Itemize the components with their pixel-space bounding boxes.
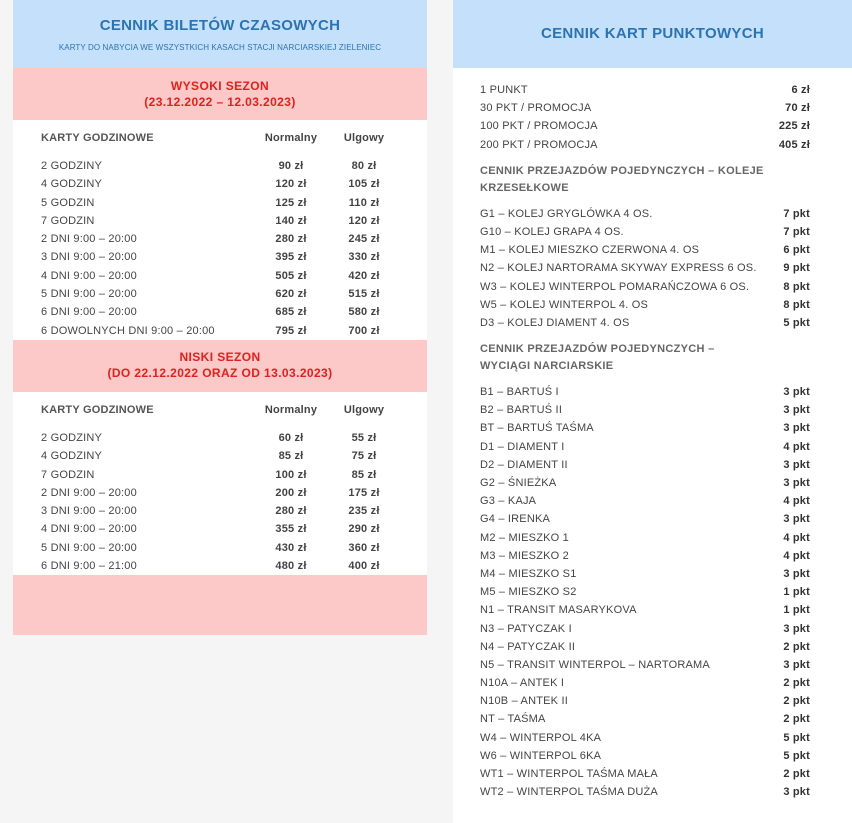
table-row [13,466,427,484]
item-value: 3 pkt [783,458,810,471]
item-value: 4 pkt [783,495,810,508]
price-reduced: 580 zł [348,306,380,319]
list-item [480,783,810,801]
list-item [480,529,810,547]
price-normal: 355 zł [275,523,307,536]
item-label: N3 – PATYCZAK I [480,622,572,635]
chairlifts-title-line1: CENNIK PRZEJAZDÓW POJEDYNCZYCH – KOLEJE [480,164,764,177]
price-reduced: 245 zł [348,233,380,246]
ticket-name: 4 DNI 9:00 – 20:00 [41,523,137,536]
item-label: N5 – TRANSIT WINTERPOL – NARTORAMA [480,658,710,671]
list-item [480,710,810,728]
list-item [480,117,810,135]
high-season-table [13,120,427,340]
skilifts-list [480,383,810,801]
price-normal: 620 zł [275,288,307,301]
item-value: 2 pkt [783,768,810,780]
item-value: 7 pkt [783,207,810,220]
item-value: 405 zł [778,138,810,151]
point-cards-list [480,81,810,154]
item-value: 6 zł [791,84,810,96]
skilifts-title-line2: WYCIĄGI NARCIARSKIE [480,360,614,373]
ticket-name: 6 DOWOLNYCH DNI 9:00 – 20:00 [41,324,215,337]
item-value: 4 pkt [783,549,810,562]
table-row [13,303,427,321]
ticket-name: 5 GODZIN [41,196,95,209]
price-reduced: 290 zł [348,523,380,536]
item-value: 3 pkt [783,513,810,526]
price-normal: 280 zł [275,233,307,246]
timed-tickets-header [13,0,427,68]
table-row [13,267,427,285]
price-reduced: 75 zł [351,450,377,463]
list-item [480,583,810,601]
item-label: M1 – KOLEJ MIESZKO CZERWONA 4. OS [480,244,700,257]
timed-tickets-subtitle: KARTY DO NABYCIA WE WSZYSTKICH KASACH STACJI NARCIARSKIEJ ZIELENIEC [58,43,382,52]
ticket-name: 5 DNI 9:00 – 20:00 [41,541,137,554]
ticket-name: 5 DNI 9:00 – 20:00 [41,288,137,301]
chairlifts-section-title [480,163,810,197]
item-value: 5 pkt [783,749,810,762]
low-season-dates: (DO 22.12.2022 ORAZ OD 13.03.2023) [107,365,333,380]
item-label: M2 – MIESZKO 1 [480,531,569,544]
table-row [13,175,427,193]
table-row [13,447,427,465]
ticket-name: 6 DNI 9:00 – 20:00 [41,306,137,319]
list-item [480,278,810,296]
footer-band [13,575,427,635]
item-value: 70 zł [785,102,810,115]
item-value: 8 pkt [783,280,810,293]
list-item [480,81,810,99]
item-label: M3 – MIESZKO 2 [480,549,569,562]
table-row [13,322,427,340]
point-cards-title: CENNIK KART PUNKTOWYCH [541,25,764,42]
table-row [13,539,427,557]
ticket-name: 4 GODZINY [41,450,103,463]
ticket-name: 2 GODZINY [41,431,103,444]
list-item [480,99,810,117]
list-item [480,674,810,692]
high-season-dates: (23.12.2022 – 12.03.2023) [144,95,296,109]
price-normal: 125 zł [275,196,307,209]
list-item [480,136,810,154]
list-item [480,510,810,528]
item-label: G3 – KAJA [480,495,537,508]
list-item [480,565,810,583]
item-label: N2 – KOLEJ NARTORAMA SKYWAY EXPRESS 6 OS. [480,262,757,275]
price-normal: 85 zł [278,450,304,463]
item-label: D3 – KOLEJ DIAMENT 4. OS [480,316,630,329]
list-item [480,547,810,565]
item-value: 3 pkt [783,786,810,799]
item-label: G2 – ŚNIEŻKA [480,477,557,489]
item-value: 7 pkt [783,225,810,238]
item-value: 3 pkt [783,422,810,435]
ticket-name: 7 GODZIN [41,468,95,481]
price-normal: 685 zł [275,306,307,319]
header-cell: Normalny [264,403,318,416]
item-value: 4 pkt [783,531,810,544]
item-value: 1 pkt [783,604,810,617]
list-item [480,241,810,259]
item-value: 8 pkt [783,298,810,311]
ticket-name: 2 DNI 9:00 – 20:00 [41,233,137,246]
price-reduced: 330 zł [348,251,380,264]
item-value: 6 pkt [783,244,810,257]
price-reduced: 120 zł [348,214,380,227]
item-value: 2 pkt [783,640,810,653]
table-row [13,520,427,538]
point-cards-header [453,0,852,68]
item-label: G4 – IRENKA [480,513,551,526]
table-row [13,212,427,230]
ticket-name: 4 GODZINY [41,178,103,191]
ticket-name: 3 DNI 9:00 – 20:00 [41,505,137,518]
item-value: 2 pkt [783,677,810,690]
list-item [480,620,810,638]
price-reduced: 420 zł [348,269,380,282]
item-label: M5 – MIESZKO S2 [480,586,577,599]
point-cards-panel [453,0,852,823]
price-reduced: 515 zł [348,288,380,301]
price-reduced: 110 zł [348,196,380,209]
item-label: D1 – DIAMENT I [480,440,565,453]
item-label: 100 PKT / PROMOCJA [480,120,598,133]
table-row [13,484,427,502]
price-normal: 395 zł [275,251,307,264]
item-label: NT – TAŚMA [480,713,546,726]
high-season-name: WYSOKI SEZON [170,79,270,93]
item-value: 3 pkt [783,622,810,635]
item-label: N4 – PATYCZAK II [480,640,576,653]
list-item [480,401,810,419]
table-row [13,157,427,175]
item-value: 3 pkt [783,477,810,489]
low-season-name: NISKI SEZON [179,349,261,364]
list-item [480,314,810,332]
item-label: 200 PKT / PROMOCJA [480,138,598,151]
list-item [480,419,810,437]
low-season-table [13,392,427,575]
low-season-banner [13,340,427,392]
item-label: G10 – KOLEJ GRAPA 4 OS. [480,225,624,238]
price-normal: 430 zł [275,541,307,554]
price-normal: 280 zł [275,505,307,518]
item-label: B1 – BARTUŚ I [480,386,559,399]
item-value: 3 pkt [783,404,810,417]
chairlifts-title-line2: KRZESEŁKOWE [480,181,569,194]
header-cell: KARTY GODZINOWE [41,132,154,144]
item-label: 30 PKT / PROMOCJA [480,102,592,115]
item-label: W4 – WINTERPOL 4KA [480,731,602,744]
item-value: 1 pkt [783,586,810,599]
price-normal: 60 zł [278,431,304,444]
skilifts-title-line1: CENNIK PRZEJAZDÓW POJEDYNCZYCH – [480,343,715,356]
price-normal: 90 zł [278,160,304,172]
item-label: N10B – ANTEK II [480,695,568,708]
item-label: D2 – DIAMENT II [480,458,568,471]
table-row [13,230,427,248]
table-row [13,557,427,575]
price-reduced: 55 zł [351,431,377,444]
timed-tickets-title: CENNIK BILETÓW CZASOWYCH [99,17,341,34]
item-value: 3 pkt [783,567,810,580]
price-normal: 795 zł [275,324,307,337]
price-reduced: 700 zł [348,324,380,337]
list-item [480,383,810,401]
table-row [13,502,427,520]
list-item [480,692,810,710]
item-label: WT1 – WINTERPOL TAŚMA MAŁA [480,768,658,780]
item-label: WT2 – WINTERPOL TAŚMA DUŻA [480,786,658,799]
ticket-name: 3 DNI 9:00 – 20:00 [41,251,137,264]
table-row [13,429,427,447]
item-value: 4 pkt [783,440,810,453]
list-item [480,765,810,783]
list-item [480,601,810,619]
item-label: N1 – TRANSIT MASARYKOVA [480,604,637,617]
price-reduced: 80 zł [351,160,377,172]
item-value: 2 pkt [783,695,810,708]
ticket-name: 7 GODZIN [41,214,95,227]
list-item [480,474,810,492]
item-label: 1 PUNKT [480,84,528,96]
price-normal: 200 zł [275,486,307,499]
list-item [480,438,810,456]
header-cell: Normalny [264,132,318,144]
price-normal: 140 zł [275,214,307,227]
table-row [13,285,427,303]
price-normal: 120 zł [275,178,307,191]
price-normal: 100 zł [275,468,307,481]
header-cell: KARTY GODZINOWE [41,403,154,416]
item-value: 3 pkt [783,658,810,671]
high-season-banner [13,68,427,120]
item-label: N10A – ANTEK I [480,677,565,690]
table-header [13,129,427,153]
table-row [13,194,427,212]
price-normal: 505 zł [275,269,307,282]
ticket-name: 4 DNI 9:00 – 20:00 [41,269,137,282]
price-reduced: 105 zł [348,178,380,191]
item-label: BT – BARTUŚ TAŚMA [480,422,594,435]
ticket-name: 2 DNI 9:00 – 20:00 [41,486,137,499]
item-label: M4 – MIESZKO S1 [480,567,577,580]
header-cell: Ulgowy [343,132,385,144]
item-value: 9 pkt [783,262,810,275]
ticket-name: 2 GODZINY [41,160,103,172]
skilifts-section-title [480,341,810,375]
item-value: 2 pkt [783,713,810,726]
list-item [480,296,810,314]
item-value: 225 zł [778,120,810,133]
item-label: G1 – KOLEJ GRYGLÓWKA 4 OS. [480,207,653,220]
ticket-name: 6 DNI 9:00 – 21:00 [41,560,137,573]
list-item [480,259,810,277]
price-reduced: 400 zł [348,560,380,573]
table-row [13,248,427,266]
list-item [480,747,810,765]
list-item [480,729,810,747]
list-item [480,656,810,674]
price-reduced: 85 zł [351,468,377,481]
item-value: 5 pkt [783,731,810,744]
price-reduced: 175 zł [348,486,380,499]
price-reduced: 360 zł [348,541,380,554]
list-item [480,205,810,223]
item-label: B2 – BARTUŚ II [480,404,563,417]
price-reduced: 235 zł [348,505,380,518]
item-label: W5 – KOLEJ WINTERPOL 4. OS [480,298,648,311]
item-value: 5 pkt [783,316,810,329]
list-item [480,638,810,656]
item-label: W6 – WINTERPOL 6KA [480,749,602,762]
item-value: 3 pkt [783,386,810,399]
table-header [13,401,427,425]
chairlifts-list [480,205,810,332]
timed-tickets-panel [13,0,427,627]
price-normal: 480 zł [275,560,307,573]
list-item [480,456,810,474]
list-item [480,223,810,241]
list-item [480,492,810,510]
header-cell: Ulgowy [343,403,385,416]
item-label: W3 – KOLEJ WINTERPOL POMARAŃCZOWA 6 OS. [480,280,750,293]
